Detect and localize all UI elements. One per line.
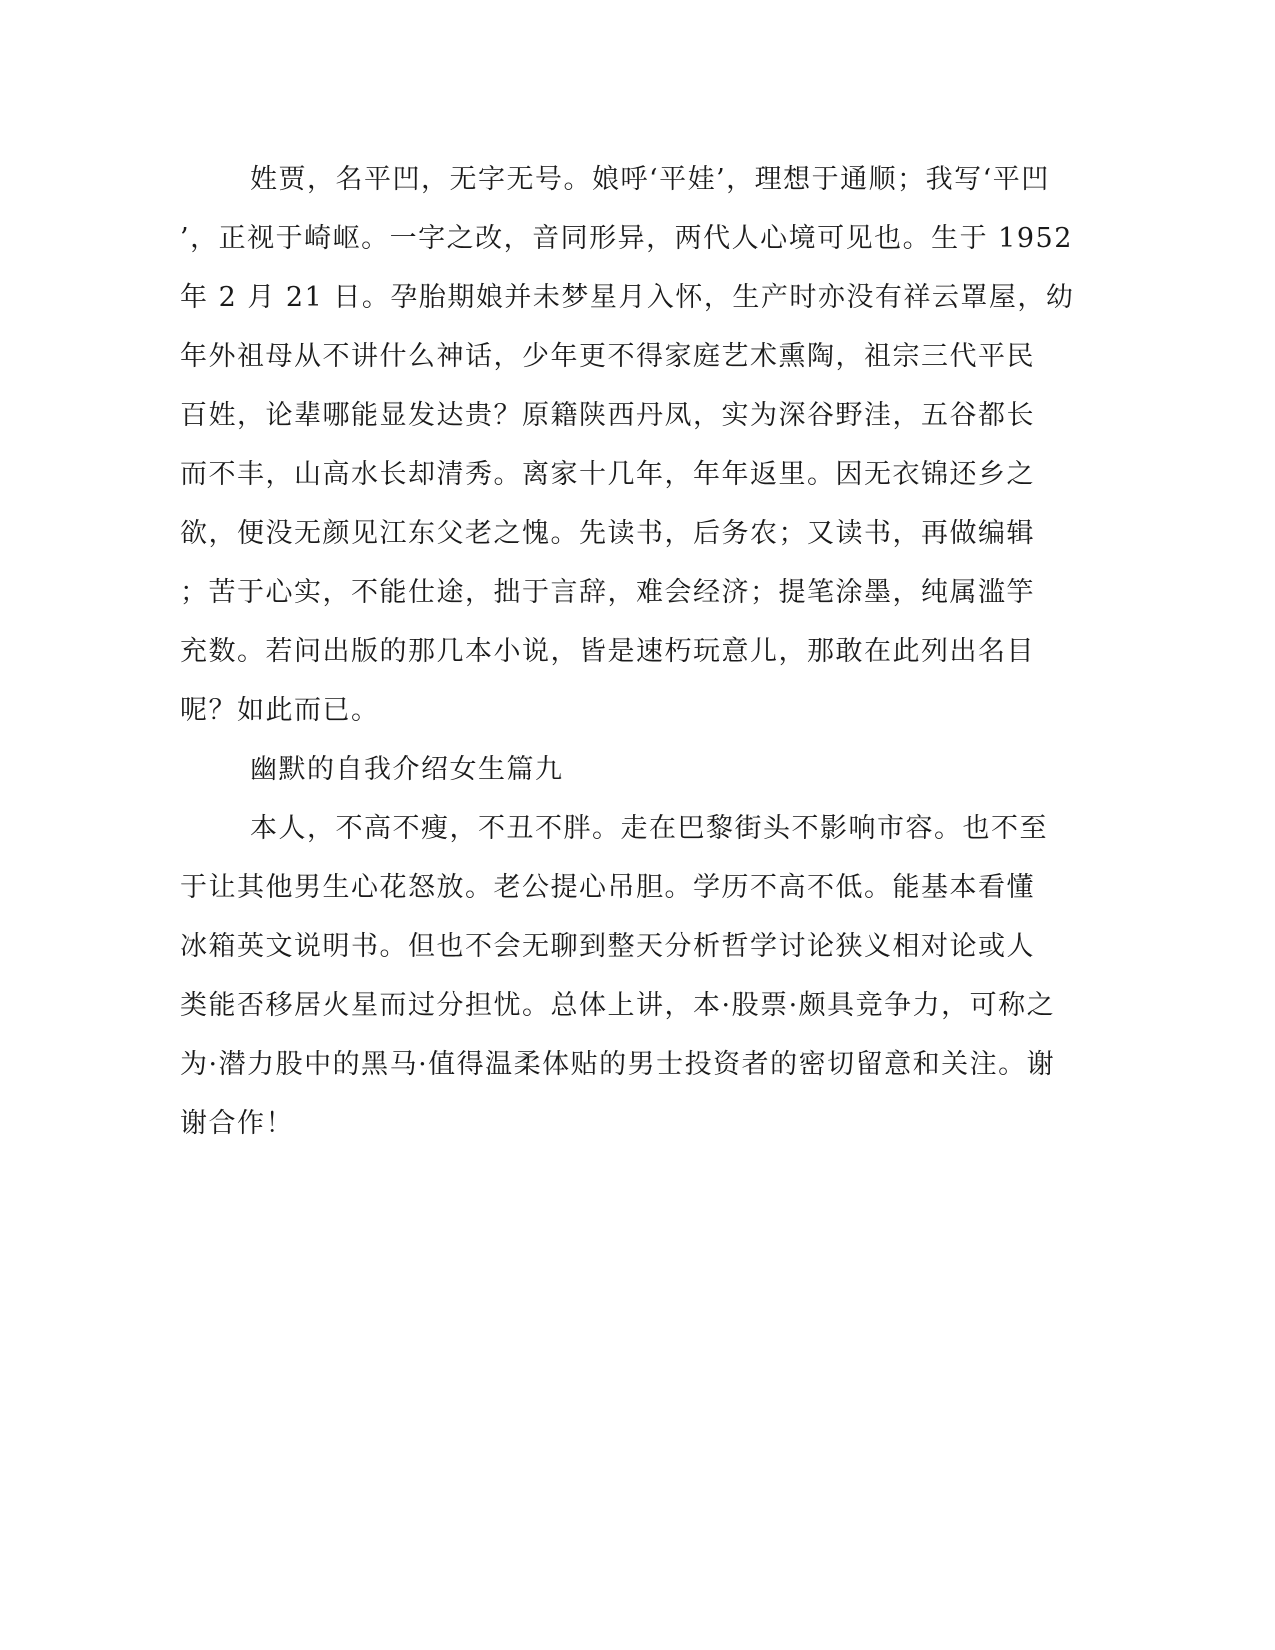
- body-line: 而不丰，山高水长却清秀。离家十几年，年年返里。因无衣锦还乡之: [180, 459, 1035, 490]
- body-line: 本人，不高不瘦，不丑不胖。走在巴黎街头不影响市容。也不至: [250, 813, 1048, 844]
- body-line: ’，正视于崎岖。一字之改，音同形异，两代人心境可见也。生于 1952: [180, 223, 1073, 254]
- body-line: 呢？如此而已。: [180, 695, 380, 726]
- body-line: 姓贾，名平凹，无字无号。娘呼‘平娃’，理想于通顺；我写‘平凹: [250, 164, 1050, 195]
- body-line: 欲，便没无颜见江东父老之愧。先读书，后务农；又读书，再做编辑: [180, 518, 1035, 549]
- body-line: 年外祖母从不讲什么神话，少年更不得家庭艺术熏陶，祖宗三代平民: [180, 341, 1035, 372]
- section-heading: 幽默的自我介绍女生篇九: [250, 754, 564, 785]
- body-line: 为·潜力股中的黑马·值得温柔体贴的男士投资者的密切留意和关注。谢: [180, 1049, 1056, 1080]
- body-line: 冰箱英文说明书。但也不会无聊到整天分析哲学讨论狭义相对论或人: [180, 931, 1035, 962]
- body-line: 类能否移居火星而过分担忧。总体上讲，本·股票·颇具竞争力，可称之: [180, 990, 1056, 1021]
- body-line: 充数。若问出版的那几本小说，皆是速朽玩意儿，那敢在此列出名目: [180, 636, 1035, 667]
- body-line: 于让其他男生心花怒放。老公提心吊胆。学历不高不低。能基本看懂: [180, 872, 1035, 903]
- body-line: 年 2 月 21 日。孕胎期娘并未梦星月入怀，生产时亦没有祥云罩屋，幼: [180, 282, 1075, 313]
- body-line: ；苦于心实，不能仕途，拙于言辞，难会经济；提笔涂墨，纯属滥竽: [180, 577, 1035, 608]
- body-line: 百姓，论辈哪能显发达贵？原籍陕西丹凤，实为深谷野洼，五谷都长: [180, 400, 1035, 431]
- body-line: 谢合作！: [180, 1108, 294, 1139]
